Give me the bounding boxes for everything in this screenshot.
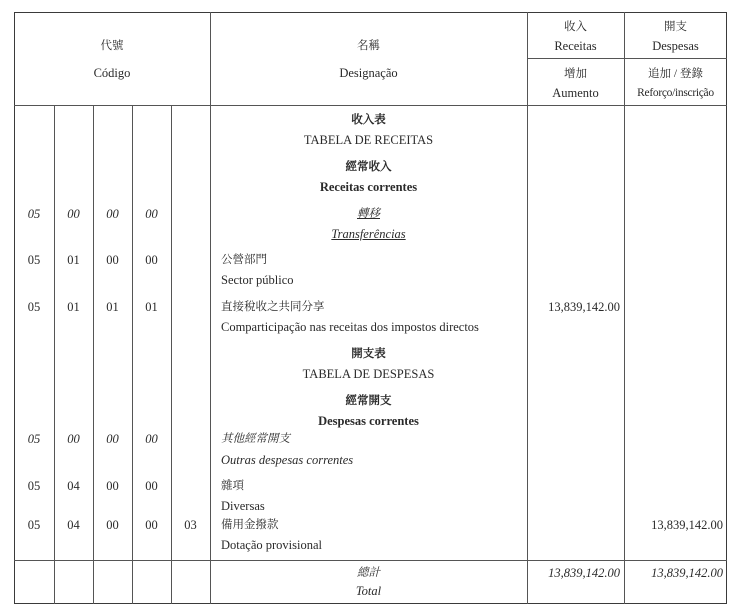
row-designation-zh: 雜項 [221,480,244,492]
row-code: 00 [145,207,158,221]
current-revenue-title-zh: 經常收入 [345,161,392,173]
row-code: 01 [67,253,80,267]
revenue-table-title-zh: 收入表 [351,114,386,126]
expense-table-title-zh: 開支表 [351,348,386,360]
header-bottom-rule [14,105,727,106]
current-expense-title-zh: 經常開支 [345,395,392,407]
row-designation-pt: Dotação provisional [221,538,323,552]
header-revenue-pt: Receitas [554,39,597,53]
row-code: 00 [67,432,80,446]
row-code: 00 [145,479,158,493]
row-designation-zh: 其他經常開支 [221,433,290,445]
header-code-pt: Código [93,66,131,80]
row-code: 04 [67,518,80,532]
total-top-rule [14,560,727,561]
header-reinforcement-pt: Reforço/inscrição [637,87,714,99]
row-code: 01 [67,300,80,314]
row-designation-zh: 直接稅收之共同分享 [221,301,325,313]
row-code: 00 [106,207,119,221]
header-increase-zh: 增加 [564,68,587,80]
row-expense-amount: 13,839,142.00 [651,518,723,532]
header-code-zh: 代號 [100,40,124,52]
total-label-pt: Total [355,584,382,598]
expense-table-title-pt: TABELA DE DESPESAS [302,367,435,381]
row-code: 01 [145,300,158,314]
row-designation-pt: Transferências [331,227,406,241]
header-expense-zh: 開支 [664,21,687,33]
row-designation-pt: Diversas [221,499,265,513]
row-designation-pt: Sector público [221,273,294,287]
row-code: 05 [27,479,41,493]
row-code: 04 [67,479,80,493]
divider-designation [210,12,211,604]
row-code: 05 [27,253,41,267]
revenue-table-title-pt: TABELA DE RECEITAS [303,133,434,147]
row-code: 03 [184,518,197,532]
row-revenue-amount: 13,839,142.00 [548,300,620,314]
row-designation-zh: 轉移 [357,208,380,220]
total-revenue-amount: 13,839,142.00 [548,566,620,580]
header-revenue-zh: 收入 [564,21,587,33]
total-label-zh: 總計 [357,567,380,579]
row-code: 05 [27,518,41,532]
current-revenue-title-pt: Receitas correntes [319,180,418,194]
total-expense-amount: 13,839,142.00 [651,566,723,580]
row-code: 00 [145,432,158,446]
header-expense-pt: Despesas [652,39,699,53]
row-code: 05 [27,207,41,221]
header-designation-pt: Designação [339,66,398,80]
header-increase-pt: Aumento [552,86,599,100]
header-designation-zh: 名稱 [357,40,380,52]
row-code: 00 [106,253,119,267]
current-expense-title-pt: Despesas correntes [318,414,419,428]
row-designation-zh: 備用金撥款 [221,519,279,531]
row-code: 00 [106,479,119,493]
row-code: 00 [145,518,158,532]
row-code: 05 [27,432,41,446]
row-designation-pt: Outras despesas correntes [221,453,354,467]
row-code: 00 [67,207,80,221]
row-designation-zh: 公營部門 [221,254,267,266]
row-code: 00 [145,253,158,267]
row-designation-pt: Comparticipação nas receitas dos impostos directos [221,320,479,334]
row-code: 00 [106,518,119,532]
header-reinforcement-zh: 追加 / 登錄 [648,68,703,80]
header-subdivider [527,58,727,59]
row-code: 05 [27,300,41,314]
row-code: 01 [106,300,119,314]
row-code: 00 [106,432,119,446]
